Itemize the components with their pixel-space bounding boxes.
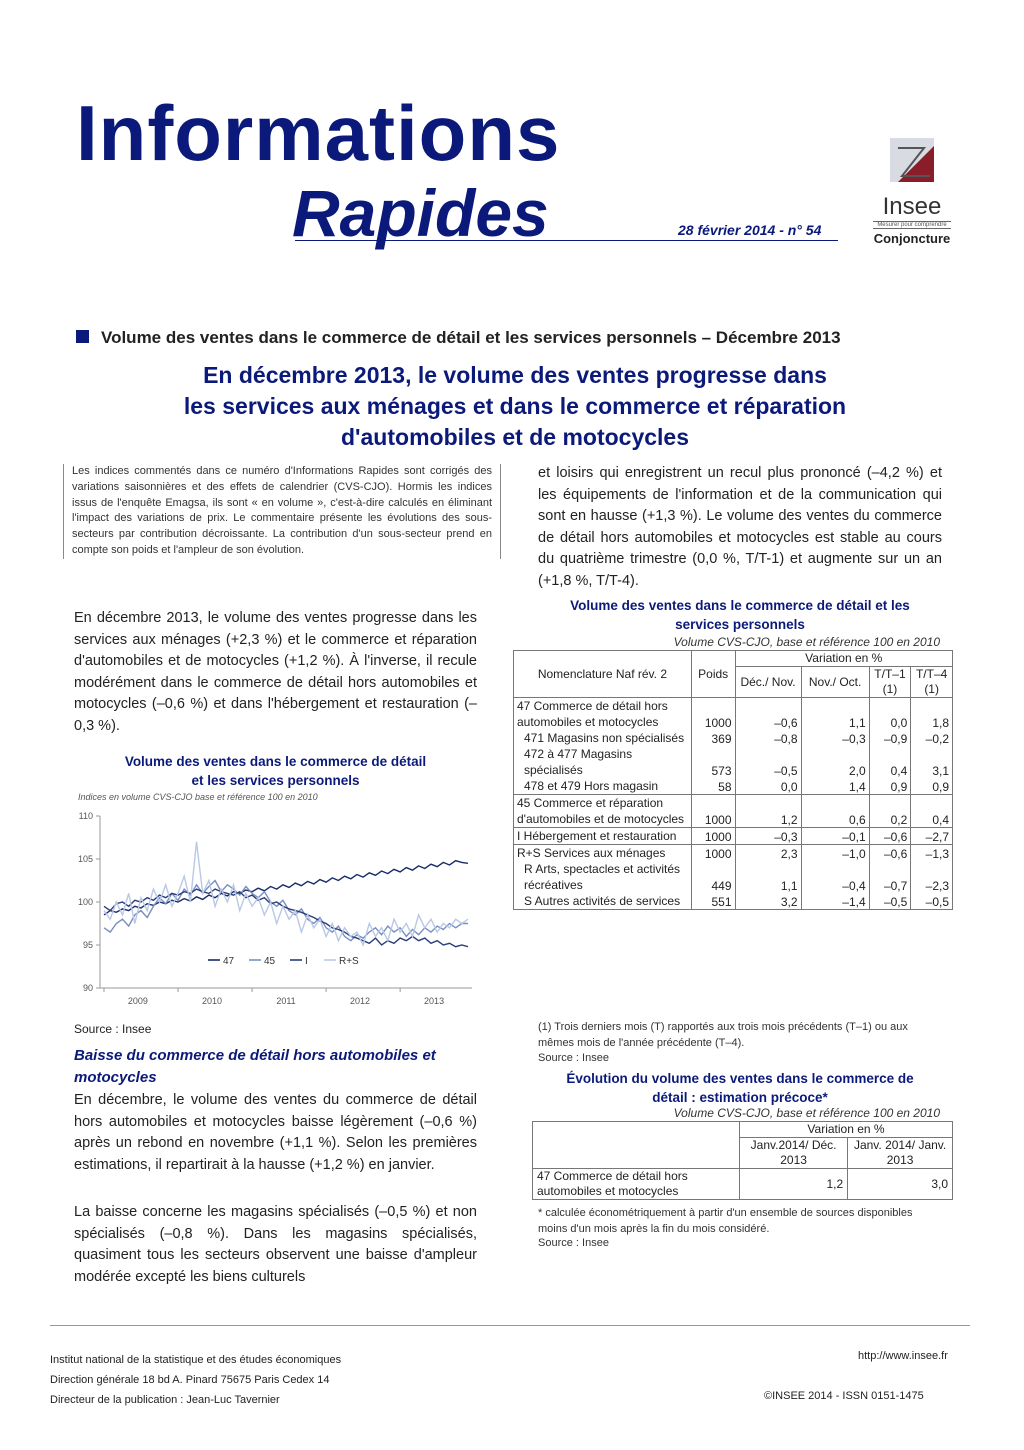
y-tick-label: 105 — [77, 854, 93, 864]
y-tick-label: 95 — [82, 940, 93, 950]
cell-value: 1000 — [691, 845, 735, 862]
table-row — [514, 730, 953, 746]
section-heading: Baisse du commerce de détail hors automobiles et motocycles — [74, 1047, 436, 1086]
cell-value: 0,4 — [911, 795, 953, 828]
x-tick-label: 2011 — [276, 996, 296, 1006]
masthead-title: Informations — [76, 89, 561, 177]
table-row — [514, 828, 953, 845]
cell-value: 1,1 — [801, 698, 869, 731]
cell-value: –0,8 — [735, 730, 801, 746]
row-label: 45 Commerce et réparation d'automobiles et de motocycles — [514, 795, 692, 828]
cell-value: 1,1 — [735, 861, 801, 893]
cell-value: 0,9 — [869, 778, 911, 795]
cell-value: –0,6 — [869, 845, 911, 862]
cell-value: 0,4 — [869, 746, 911, 778]
early-estimate-table — [532, 1121, 953, 1200]
table-source: Source : Insee — [538, 1237, 609, 1249]
cell-value: 3,2 — [735, 893, 801, 910]
legend-label: I — [305, 956, 308, 967]
table-caption: Volume CVS-CJO, base et référence 100 en 2010 — [673, 1106, 940, 1120]
cell-value: –0,5 — [735, 746, 801, 778]
chart-title-line: Volume des ventes dans le commerce de détail — [124, 754, 427, 769]
cell-value: 0,0 — [735, 778, 801, 795]
cell-value: 369 — [691, 730, 735, 746]
cell-value: 3,0 — [848, 1169, 953, 1200]
cell-value: 1,4 — [801, 778, 869, 795]
y-tick-label: 100 — [77, 897, 93, 907]
lead-paragraph: En décembre 2013, le volume des ventes progresse dans les services aux ménages (+2,3 %) et le commerce et réparation d'automobiles et de motocycles (+1,2 %). À l'inverse, il recule modérément dans le commerce de détail hors automobiles et motocycles (–0,6 %) et dans l'hébergement et restauration (–0,3 %). — [74, 610, 477, 734]
cell-value: 1,2 — [740, 1169, 848, 1200]
cell-value: –0,2 — [911, 730, 953, 746]
row-label: 471 Magasins non spécialisés — [514, 730, 692, 746]
series-line-i — [104, 889, 468, 947]
table-title — [520, 596, 960, 634]
table-caption: Volume CVS-CJO, base et référence 100 en 2010 — [673, 635, 940, 649]
footer-line: Institut national de la statistique et des études économiques — [50, 1354, 342, 1366]
cell-value: –0,7 — [869, 861, 911, 893]
chart-source: Source : Insee — [74, 1022, 152, 1036]
row-label: S Autres activités de services — [514, 893, 692, 910]
row-label: R+S Services aux ménages — [514, 845, 692, 862]
col-header-dec-nov: Déc./ Nov. — [735, 667, 801, 698]
table-row — [514, 795, 953, 828]
table-row — [514, 893, 953, 910]
legend-label: R+S — [339, 956, 359, 967]
square-bullet-icon — [76, 330, 89, 343]
cell-value: 2,0 — [801, 746, 869, 778]
cell-value: 58 — [691, 778, 735, 795]
cell-value: –0,5 — [869, 893, 911, 910]
cell-value: –2,3 — [911, 861, 953, 893]
cell-value: 449 — [691, 861, 735, 893]
row-label: R Arts, spectacles et activités récréatives — [514, 861, 692, 893]
col-header-nov-oct: Nov./ Oct. — [801, 667, 869, 698]
y-tick-label: 110 — [78, 811, 93, 821]
cell-value: –0,4 — [801, 861, 869, 893]
headline-line: En décembre 2013, le volume des ventes progresse dans — [203, 362, 827, 388]
row-label: 47 Commerce de détail hors automobiles et motocycles — [533, 1169, 740, 1200]
footer-address — [50, 1350, 341, 1410]
row-label: 472 à 477 Magasins spécialisés — [514, 746, 692, 778]
cell-value: 0,6 — [801, 795, 869, 828]
x-tick-label: 2012 — [350, 996, 371, 1006]
col-header-tt4: T/T–4 (1) — [911, 667, 953, 698]
table-row — [514, 698, 953, 731]
cell-value: 2,3 — [735, 845, 801, 862]
table-row — [514, 778, 953, 795]
table-title-line: services personnels — [675, 617, 805, 632]
cell-value: 1,2 — [735, 795, 801, 828]
table-body — [514, 698, 953, 910]
footer-copyright: ©INSEE 2014 - ISSN 0151-1475 — [764, 1390, 924, 1402]
masthead-rule — [295, 240, 838, 241]
footer-url[interactable]: http://www.insee.fr — [858, 1350, 948, 1362]
col-header-jan-jan: Janv. 2014/ Janv. 2013 — [848, 1138, 953, 1169]
col-header-nomenclature: Nomenclature Naf rév. 2 — [514, 651, 692, 698]
theme-line — [76, 328, 841, 348]
cell-value: –1,0 — [801, 845, 869, 862]
chart-title-line: et les services personnels — [191, 773, 360, 788]
table-title — [520, 1069, 960, 1107]
cell-value: 1,8 — [911, 698, 953, 731]
cell-value: –0,6 — [735, 698, 801, 731]
logo-brand: Insee — [882, 193, 942, 220]
x-tick-label: 2009 — [127, 996, 148, 1006]
cell-value: –2,7 — [911, 828, 953, 845]
cell-value: 551 — [691, 893, 735, 910]
section-paragraph: La baisse concerne les magasins spécialisés (–0,5 %) et non spécialisés (–0,8 %). Dans les magasins spécialisés, quasiment tous les secteurs observent une baisse d'ampleur modérée excepté les biens culturels — [74, 1204, 477, 1285]
cell-value: 0,9 — [911, 778, 953, 795]
table-row — [514, 845, 953, 862]
cell-value: 0,0 — [869, 698, 911, 731]
table-source: Source : Insee — [538, 1052, 609, 1064]
x-tick-label: 2013 — [424, 996, 445, 1006]
cell-value: 1000 — [691, 795, 735, 828]
cell-value: –0,6 — [869, 828, 911, 845]
row-label: I Hébergement et restauration — [514, 828, 692, 845]
table-footnote: * calculée économétriquement à partir d'un ensemble de sources disponibles moins d'un mois après la fin du mois considéré. — [538, 1207, 913, 1235]
table-footnote: (1) Trois derniers mois (T) rapportés aux trois mois précédents (T–1) ou aux mêmes mois de l'année précédente (T–4). — [538, 1021, 908, 1049]
col-header-tt1: T/T–1 (1) — [869, 667, 911, 698]
logo-series: Conjoncture — [873, 231, 951, 246]
theme-text: Volume des ventes dans le commerce de détail et les services personnels – Décembre 2013 — [101, 328, 841, 347]
table-row — [514, 861, 953, 893]
headline-line: les services aux ménages et dans le commerce et réparation — [183, 393, 847, 419]
sales-volume-table — [513, 650, 953, 910]
x-tick-label: 2010 — [201, 996, 222, 1006]
section-paragraph: En décembre, le volume des ventes du commerce de détail hors automobiles et motocycles baisse légèrement (–0,6 %) après un rebond en novembre (+1,1 %). Selon les premières estimations, il repartirait à la hausse (+1,2 %) en janvier. — [74, 1092, 477, 1173]
insee-logo-mark-icon — [876, 136, 948, 192]
chart-title — [74, 752, 477, 790]
col-header-weight: Poids — [691, 651, 735, 698]
insee-logo — [866, 136, 958, 246]
col-header-jan-dec: Janv.2014/ Déc. 2013 — [740, 1138, 848, 1169]
cell-value: –1,4 — [801, 893, 869, 910]
continued-paragraph: et loisirs qui enregistrent un recul plus prononcé (–4,2 %) et les équipements de l'information et de la communication qui sont en hausse (+1,3 %). Le volume des ventes du commerce de détail hors automobiles et motocycles est stable au cours du quatrième trimestre (0,0 %, T/T-1) et augmente sur un an (+1,8 %, T/T-4). — [538, 465, 942, 589]
cell-value: –0,3 — [735, 828, 801, 845]
sales-volume-line-chart — [60, 806, 480, 1018]
cell-value: 0,2 — [869, 795, 911, 828]
cell-value: –0,1 — [801, 828, 869, 845]
cell-value: 1000 — [691, 828, 735, 845]
logo-tagline: Mesurer pour comprendre — [873, 221, 951, 229]
table-title-line: détail : estimation précoce* — [652, 1090, 828, 1105]
masthead-subtitle: Rapides — [292, 176, 549, 250]
footer-line: Directeur de la publication : Jean-Luc Tavernier — [50, 1394, 280, 1406]
legend-label: 45 — [264, 956, 276, 967]
empty-header — [533, 1122, 740, 1169]
table-title-line: Évolution du volume des ventes dans le commerce de — [566, 1071, 914, 1086]
methodology-box: Les indices commentés dans ce numéro d'Informations Rapides sont corrigés des variations saisonnières et des effets de calendrier (CVS-CJO). Hormis les indices issus de l'enquête Emagsa, ils sont « en volume », c'est-à-dire calculés en éliminant l'impact des variations de prix. Le commentaire présente les évolutions des sous-secteurs par contribution décroissante. La contribution d'un sous-secteur prend en compte son poids et l'ampleur de son évolution. — [63, 464, 501, 559]
cell-value: 1000 — [691, 698, 735, 731]
legend-label: 47 — [223, 956, 235, 967]
cell-value: 3,1 — [911, 746, 953, 778]
cell-value: –0,3 — [801, 730, 869, 746]
cell-value: 573 — [691, 746, 735, 778]
table-row — [514, 746, 953, 778]
headline-line: d'automobiles et de motocycles — [341, 424, 689, 450]
table-title-line: Volume des ventes dans le commerce de détail et les — [570, 598, 910, 613]
cell-value: –0,9 — [869, 730, 911, 746]
cell-value: –0,5 — [911, 893, 953, 910]
footer-line: Direction générale 18 bd A. Pinard 75675 Paris Cedex 14 — [50, 1374, 330, 1386]
headline — [110, 360, 920, 453]
chart-subtitle: Indices en volume CVS-CJO base et référence 100 en 2010 — [78, 792, 318, 802]
y-tick-label: 90 — [82, 983, 93, 993]
issue-date: 28 février 2014 - n° 54 — [678, 222, 822, 238]
footer-rule — [50, 1325, 970, 1326]
col-header-variation: Variation en % — [740, 1122, 953, 1138]
cell-value: –1,3 — [911, 845, 953, 862]
row-label: 47 Commerce de détail hors automobiles et motocycles — [514, 698, 692, 731]
row-label: 478 et 479 Hors magasin — [514, 778, 692, 795]
col-header-variation: Variation en % — [735, 651, 952, 667]
